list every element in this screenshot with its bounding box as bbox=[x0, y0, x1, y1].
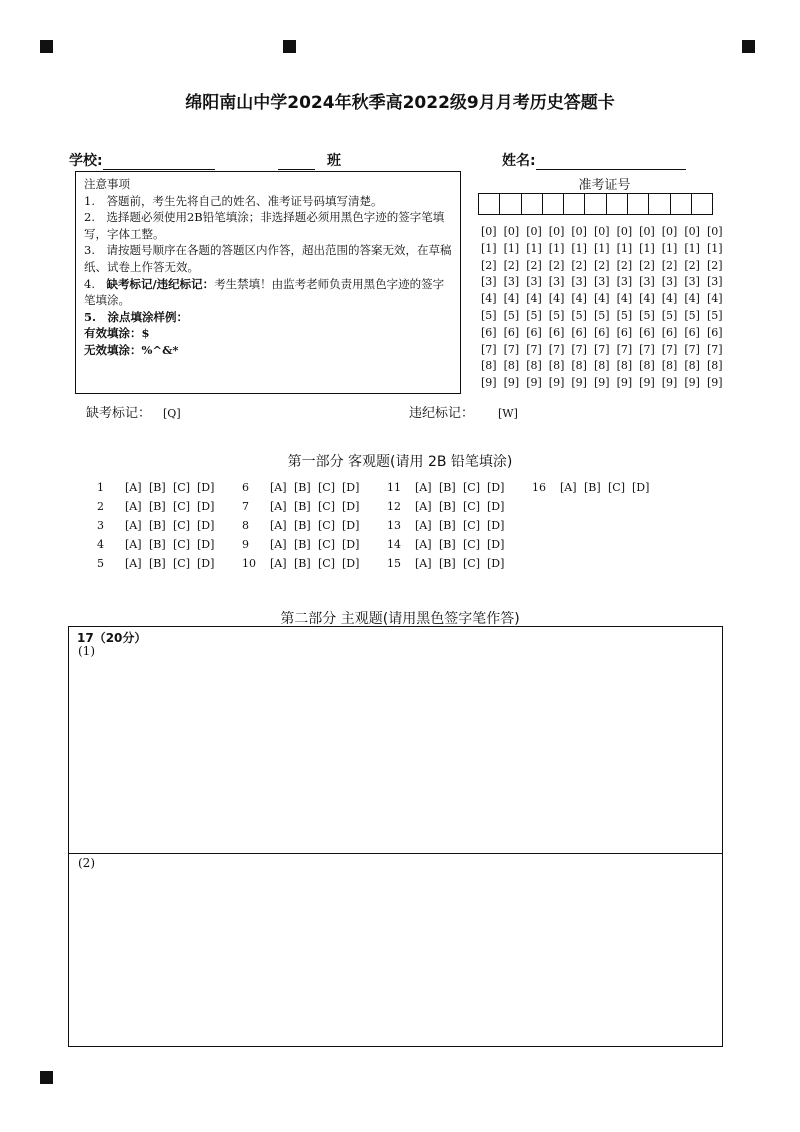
mc-option-bubble[interactable]: [A] bbox=[125, 500, 142, 513]
admission-digit-grid[interactable] bbox=[481, 224, 730, 392]
digit-bubble[interactable]: [0] bbox=[661, 225, 678, 238]
digit-bubble[interactable]: [5] bbox=[481, 308, 497, 322]
digit-bubble[interactable]: [1] bbox=[548, 241, 565, 255]
mc-option-bubble[interactable]: [C] bbox=[463, 481, 480, 494]
digit-bubble[interactable]: [7] bbox=[593, 342, 610, 356]
digit-bubble[interactable]: [2] bbox=[526, 258, 542, 272]
digit-row bbox=[481, 375, 730, 392]
mc-option-bubble[interactable]: [C] bbox=[463, 519, 480, 532]
digit-bubble[interactable]: [2] bbox=[616, 258, 633, 272]
violation-flag-bubble[interactable]: [W] bbox=[498, 407, 518, 420]
mc-option-bubble[interactable]: [B] bbox=[149, 557, 166, 570]
digit-bubble[interactable]: [6] bbox=[503, 325, 520, 339]
instruction-item-3: 3. 请按题号顺序在各题的答题区内作答，超出范围的答案无效，在草稿纸、试卷上作答无效。 bbox=[84, 243, 452, 274]
violation-flag[interactable] bbox=[409, 402, 518, 421]
instructions-heading: 注意事项 bbox=[84, 177, 130, 191]
mc-question bbox=[242, 500, 366, 513]
digit-bubble[interactable]: [8] bbox=[684, 359, 700, 373]
digit-bubble[interactable]: [1] bbox=[571, 241, 587, 255]
mc-option-bubble[interactable]: [A] bbox=[560, 481, 577, 494]
digit-row bbox=[481, 325, 730, 342]
valid-fill-mark: $ bbox=[141, 326, 150, 341]
digit-bubble[interactable]: [7] bbox=[481, 342, 497, 356]
mc-option-bubble[interactable]: [D] bbox=[197, 519, 215, 532]
mc-question-number: 7 bbox=[242, 500, 249, 513]
invalid-fill-sample bbox=[84, 342, 452, 359]
page-title: 绵阳南山中学2024年秋季高2022级9月月考历史答题卡 bbox=[185, 93, 615, 113]
admission-digit-box[interactable] bbox=[584, 193, 606, 215]
mc-question-number: 5 bbox=[97, 557, 104, 570]
mc-option-bubble[interactable]: [A] bbox=[125, 481, 142, 494]
digit-bubble[interactable]: [4] bbox=[706, 292, 723, 306]
digit-row bbox=[481, 224, 730, 241]
digit-bubble[interactable]: [2] bbox=[548, 258, 565, 272]
digit-bubble[interactable]: [8] bbox=[481, 359, 497, 373]
digit-bubble[interactable]: [9] bbox=[481, 376, 497, 390]
digit-row bbox=[481, 241, 730, 258]
digit-bubble[interactable]: [5] bbox=[684, 308, 700, 322]
digit-bubble[interactable]: [9] bbox=[503, 376, 520, 390]
mc-question bbox=[242, 557, 366, 570]
digit-bubble[interactable]: [1] bbox=[593, 241, 610, 255]
violation-flag-label: 违纪标记： bbox=[409, 406, 475, 421]
instruction-item-4-text: 考生禁填！由监考老师负责用黑色字迹的签字笔填涂。 bbox=[84, 276, 445, 308]
mc-option-bubble[interactable]: [C] bbox=[173, 538, 190, 551]
school-label: 学校: bbox=[69, 153, 103, 169]
mc-option-bubble[interactable]: [B] bbox=[439, 519, 456, 532]
digit-bubble[interactable]: [9] bbox=[616, 376, 633, 390]
mc-option-bubble[interactable]: [B] bbox=[294, 519, 311, 532]
digit-row bbox=[481, 258, 730, 275]
digit-bubble[interactable]: [3] bbox=[706, 275, 723, 289]
mc-option-bubble[interactable]: [A] bbox=[125, 519, 142, 532]
mc-question-number: 2 bbox=[97, 500, 104, 513]
digit-bubble[interactable]: [2] bbox=[593, 258, 610, 272]
digit-bubble[interactable]: [4] bbox=[526, 292, 542, 306]
mc-option-bubble[interactable]: [B] bbox=[439, 500, 456, 513]
mc-option-bubble[interactable]: [B] bbox=[149, 481, 166, 494]
mc-option-bubble[interactable]: [C] bbox=[318, 557, 335, 570]
digit-bubble[interactable]: [8] bbox=[639, 359, 655, 373]
mc-option-bubble[interactable]: [C] bbox=[173, 519, 190, 532]
admission-digit-box[interactable] bbox=[606, 193, 628, 215]
mc-option-bubble[interactable]: [C] bbox=[463, 500, 480, 513]
class-field[interactable] bbox=[278, 150, 341, 170]
digit-bubble[interactable]: [8] bbox=[593, 359, 610, 373]
digit-bubble[interactable]: [9] bbox=[661, 376, 678, 390]
digit-bubble[interactable]: [0] bbox=[481, 225, 497, 238]
mc-option-bubble[interactable]: [C] bbox=[318, 538, 335, 551]
name-label: 姓名: bbox=[502, 153, 536, 169]
mc-option-bubble[interactable]: [C] bbox=[608, 481, 625, 494]
mc-question bbox=[242, 481, 366, 494]
mc-question bbox=[387, 481, 511, 494]
digit-bubble[interactable]: [6] bbox=[571, 325, 587, 339]
digit-bubble[interactable]: [9] bbox=[571, 376, 587, 390]
digit-bubble[interactable]: [0] bbox=[706, 225, 723, 238]
admission-digit-box[interactable] bbox=[563, 193, 585, 215]
digit-bubble[interactable]: [0] bbox=[526, 225, 542, 238]
name-field[interactable] bbox=[502, 150, 686, 170]
mc-option-bubble[interactable]: [C] bbox=[318, 519, 335, 532]
digit-bubble[interactable]: [2] bbox=[706, 258, 723, 272]
digit-bubble[interactable]: [7] bbox=[684, 342, 700, 356]
mc-question bbox=[532, 481, 656, 494]
mc-question-number: 8 bbox=[242, 519, 249, 532]
mc-option-bubble[interactable]: [D] bbox=[342, 519, 360, 532]
digit-bubble[interactable]: [5] bbox=[661, 308, 678, 322]
digit-bubble[interactable]: [4] bbox=[481, 292, 497, 306]
digit-bubble[interactable]: [5] bbox=[503, 308, 520, 322]
subquestion-1-label: (1) bbox=[78, 644, 95, 658]
mc-option-bubble[interactable]: [B] bbox=[294, 557, 311, 570]
mc-option-bubble[interactable]: [C] bbox=[463, 538, 480, 551]
instructions-box bbox=[75, 171, 461, 394]
mc-option-bubble[interactable]: [D] bbox=[197, 500, 215, 513]
mc-option-bubble[interactable]: [A] bbox=[270, 481, 287, 494]
digit-bubble[interactable]: [7] bbox=[571, 342, 587, 356]
absent-flag-bubble[interactable]: [Q] bbox=[163, 407, 181, 420]
mc-option-bubble[interactable]: [D] bbox=[197, 481, 215, 494]
digit-bubble[interactable]: [3] bbox=[661, 275, 678, 289]
mc-question-number: 11 bbox=[387, 481, 401, 494]
part1-title: 第一部分 客观题(请用 2B 铅笔填涂) bbox=[287, 454, 513, 470]
digit-row bbox=[481, 342, 730, 359]
mc-option-bubble[interactable]: [A] bbox=[270, 538, 287, 551]
admission-number-title: 准考证号 bbox=[578, 178, 631, 193]
part2-title: 第二部分 主观题(请用黑色签字笔作答) bbox=[280, 611, 520, 627]
digit-bubble[interactable]: [7] bbox=[639, 342, 655, 356]
digit-bubble[interactable]: [6] bbox=[616, 325, 633, 339]
mc-option-bubble[interactable]: [D] bbox=[487, 538, 505, 551]
class-label: 班 bbox=[327, 153, 341, 169]
mc-question-number: 14 bbox=[387, 538, 401, 551]
digit-bubble[interactable]: [9] bbox=[639, 376, 655, 390]
mc-option-bubble[interactable]: [D] bbox=[342, 538, 360, 551]
mc-option-bubble[interactable]: [A] bbox=[270, 557, 287, 570]
mc-option-bubble[interactable]: [B] bbox=[584, 481, 601, 494]
school-field[interactable] bbox=[69, 150, 215, 170]
digit-bubble[interactable]: [3] bbox=[503, 275, 520, 289]
mc-option-bubble[interactable]: [B] bbox=[149, 519, 166, 532]
mc-option-bubble[interactable]: [A] bbox=[415, 538, 432, 551]
mc-option-bubble[interactable]: [B] bbox=[149, 538, 166, 551]
instruction-item-5 bbox=[84, 309, 452, 326]
mc-question-number: 15 bbox=[387, 557, 401, 570]
mc-option-bubble[interactable]: [D] bbox=[197, 538, 215, 551]
digit-bubble[interactable]: [7] bbox=[548, 342, 565, 356]
digit-bubble[interactable]: [4] bbox=[684, 292, 700, 306]
mc-question-number: 10 bbox=[242, 557, 256, 570]
digit-bubble[interactable]: [6] bbox=[706, 325, 723, 339]
digit-bubble[interactable]: [8] bbox=[503, 359, 520, 373]
mc-question-number: 12 bbox=[387, 500, 401, 513]
mc-option-bubble[interactable]: [C] bbox=[318, 481, 335, 494]
digit-bubble[interactable]: [3] bbox=[548, 275, 565, 289]
digit-bubble[interactable]: [4] bbox=[639, 292, 655, 306]
name-blank[interactable] bbox=[536, 155, 686, 170]
mc-option-bubble[interactable]: [D] bbox=[342, 481, 360, 494]
digit-bubble[interactable]: [4] bbox=[661, 292, 678, 306]
invalid-fill-mark: %^&* bbox=[141, 342, 179, 357]
digit-bubble[interactable]: [1] bbox=[526, 241, 542, 255]
digit-bubble[interactable]: [1] bbox=[616, 241, 633, 255]
instruction-item-4-bold: 缺考标记/违纪标记： bbox=[106, 276, 215, 291]
digit-bubble[interactable]: [8] bbox=[571, 359, 587, 373]
digit-row bbox=[481, 308, 730, 325]
digit-bubble[interactable]: [1] bbox=[481, 241, 497, 255]
digit-bubble[interactable]: [6] bbox=[684, 325, 700, 339]
digit-bubble[interactable]: [0] bbox=[571, 225, 587, 238]
digit-bubble[interactable]: [3] bbox=[639, 275, 655, 289]
instruction-item-4-number: 4. bbox=[84, 276, 107, 291]
digit-bubble[interactable]: [9] bbox=[706, 376, 723, 390]
mc-option-bubble[interactable]: [B] bbox=[149, 500, 166, 513]
class-blank[interactable] bbox=[278, 155, 315, 170]
alignment-mark-top-center bbox=[283, 40, 296, 53]
mc-question-number: 16 bbox=[532, 481, 546, 494]
admission-digit-box[interactable] bbox=[521, 193, 543, 215]
digit-bubble[interactable]: [2] bbox=[571, 258, 587, 272]
mc-option-bubble[interactable]: [A] bbox=[270, 500, 287, 513]
mc-question bbox=[242, 519, 366, 532]
digit-bubble[interactable]: [8] bbox=[548, 359, 565, 373]
admission-digit-box[interactable] bbox=[627, 193, 649, 215]
mc-option-bubble[interactable]: [A] bbox=[415, 481, 432, 494]
mc-option-bubble[interactable]: [C] bbox=[173, 481, 190, 494]
digit-bubble[interactable]: [3] bbox=[571, 275, 587, 289]
digit-bubble[interactable]: [8] bbox=[616, 359, 633, 373]
school-blank[interactable] bbox=[103, 155, 215, 170]
digit-bubble[interactable]: [6] bbox=[639, 325, 655, 339]
digit-bubble[interactable]: [7] bbox=[526, 342, 542, 356]
absent-flag[interactable] bbox=[86, 402, 181, 421]
digit-row bbox=[481, 291, 730, 308]
mc-option-bubble[interactable]: [D] bbox=[487, 557, 505, 570]
instruction-item-2: 2. 选择题必须使用2B铅笔填涂；非选择题必须用黑色字迹的签字笔填写，字体工整。 bbox=[84, 210, 445, 241]
mc-option-bubble[interactable]: [A] bbox=[415, 500, 432, 513]
mc-option-bubble[interactable]: [D] bbox=[342, 557, 360, 570]
instruction-item-5-text: 涂点填涂样例： bbox=[107, 309, 189, 324]
digit-bubble[interactable]: [1] bbox=[684, 241, 700, 255]
mc-option-bubble[interactable]: [D] bbox=[487, 519, 505, 532]
digit-bubble[interactable]: [5] bbox=[526, 308, 542, 322]
admission-digit-box[interactable] bbox=[542, 193, 564, 215]
mc-option-bubble[interactable]: [C] bbox=[173, 500, 190, 513]
alignment-mark-bottom-left bbox=[40, 1071, 53, 1084]
digit-row bbox=[481, 358, 730, 375]
digit-bubble[interactable]: [3] bbox=[616, 275, 633, 289]
digit-bubble[interactable]: [1] bbox=[706, 241, 723, 255]
digit-bubble[interactable]: [9] bbox=[526, 376, 542, 390]
absent-flag-label: 缺考标记： bbox=[86, 406, 152, 421]
digit-bubble[interactable]: [0] bbox=[684, 225, 700, 238]
mc-option-bubble[interactable]: [B] bbox=[294, 481, 311, 494]
valid-fill-label: 有效填涂： bbox=[84, 326, 142, 341]
subquestion-divider bbox=[69, 853, 722, 854]
digit-bubble[interactable]: [1] bbox=[639, 241, 655, 255]
digit-bubble[interactable]: [0] bbox=[593, 225, 610, 238]
digit-bubble[interactable]: [5] bbox=[639, 308, 655, 322]
digit-bubble[interactable]: [7] bbox=[706, 342, 723, 356]
digit-bubble[interactable]: [4] bbox=[571, 292, 587, 306]
digit-bubble[interactable]: [6] bbox=[661, 325, 678, 339]
alignment-mark-top-right bbox=[742, 40, 755, 53]
digit-bubble[interactable]: [9] bbox=[548, 376, 565, 390]
valid-fill-sample bbox=[84, 325, 452, 342]
digit-bubble[interactable]: [2] bbox=[684, 258, 700, 272]
mc-option-bubble[interactable]: [B] bbox=[439, 557, 456, 570]
instruction-item-1: 1. 答题前，考生先将自己的姓名、准考证号码填写清楚。 bbox=[84, 193, 383, 208]
digit-bubble[interactable]: [0] bbox=[548, 225, 565, 238]
digit-bubble[interactable]: [1] bbox=[661, 241, 678, 255]
digit-bubble[interactable]: [7] bbox=[503, 342, 520, 356]
mc-question-number: 13 bbox=[387, 519, 401, 532]
mc-question-number: 1 bbox=[97, 481, 104, 494]
mc-option-bubble[interactable]: [D] bbox=[632, 481, 650, 494]
mc-question-number: 6 bbox=[242, 481, 249, 494]
digit-bubble[interactable]: [5] bbox=[571, 308, 587, 322]
mc-option-bubble[interactable]: [A] bbox=[415, 519, 432, 532]
digit-bubble[interactable]: [2] bbox=[503, 258, 520, 272]
admission-digit-box[interactable] bbox=[499, 193, 521, 215]
digit-bubble[interactable]: [1] bbox=[503, 241, 520, 255]
mc-option-bubble[interactable]: [D] bbox=[342, 500, 360, 513]
digit-bubble[interactable]: [0] bbox=[639, 225, 655, 238]
mc-question bbox=[97, 557, 221, 570]
mc-question-number: 4 bbox=[97, 538, 104, 551]
digit-bubble[interactable]: [3] bbox=[526, 275, 542, 289]
mc-question-number: 9 bbox=[242, 538, 249, 551]
mc-option-bubble[interactable]: [D] bbox=[487, 500, 505, 513]
mc-question bbox=[97, 519, 221, 532]
digit-bubble[interactable]: [3] bbox=[684, 275, 700, 289]
mc-option-bubble[interactable]: [C] bbox=[173, 557, 190, 570]
mc-question bbox=[97, 538, 221, 551]
mc-option-bubble[interactable]: [B] bbox=[294, 538, 311, 551]
question-17-answer-area[interactable] bbox=[68, 626, 723, 1047]
mc-question bbox=[387, 500, 511, 513]
digit-bubble[interactable]: [5] bbox=[706, 308, 723, 322]
admission-digit-box[interactable] bbox=[670, 193, 692, 215]
digit-bubble[interactable]: [7] bbox=[616, 342, 633, 356]
digit-bubble[interactable]: [6] bbox=[593, 325, 610, 339]
digit-bubble[interactable]: [6] bbox=[526, 325, 542, 339]
mc-option-bubble[interactable]: [A] bbox=[125, 538, 142, 551]
digit-bubble[interactable]: [5] bbox=[548, 308, 565, 322]
digit-bubble[interactable]: [4] bbox=[616, 292, 633, 306]
mc-question bbox=[97, 481, 221, 494]
digit-bubble[interactable]: [2] bbox=[639, 258, 655, 272]
mc-option-bubble[interactable]: [A] bbox=[125, 557, 142, 570]
digit-bubble[interactable]: [6] bbox=[548, 325, 565, 339]
question-17-label: 17（20分） bbox=[77, 631, 147, 645]
mc-option-bubble[interactable]: [C] bbox=[318, 500, 335, 513]
digit-bubble[interactable]: [8] bbox=[661, 359, 678, 373]
digit-bubble[interactable]: [0] bbox=[616, 225, 633, 238]
admission-digit-box[interactable] bbox=[648, 193, 670, 215]
digit-bubble[interactable]: [2] bbox=[661, 258, 678, 272]
digit-bubble[interactable]: [4] bbox=[593, 292, 610, 306]
alignment-mark-top-left bbox=[40, 40, 53, 53]
digit-bubble[interactable]: [4] bbox=[548, 292, 565, 306]
mc-option-bubble[interactable]: [A] bbox=[270, 519, 287, 532]
digit-bubble[interactable]: [9] bbox=[593, 376, 610, 390]
mc-question bbox=[387, 519, 511, 532]
mc-option-bubble[interactable]: [D] bbox=[487, 481, 505, 494]
digit-bubble[interactable]: [6] bbox=[481, 325, 497, 339]
mc-option-bubble[interactable]: [C] bbox=[463, 557, 480, 570]
digit-bubble[interactable]: [0] bbox=[503, 225, 520, 238]
subquestion-2-label: (2) bbox=[78, 856, 95, 870]
digit-bubble[interactable]: [4] bbox=[503, 292, 520, 306]
instruction-item-5-number: 5. bbox=[84, 309, 108, 324]
digit-bubble[interactable]: [3] bbox=[593, 275, 610, 289]
digit-bubble[interactable]: [5] bbox=[593, 308, 610, 322]
mc-question bbox=[387, 538, 511, 551]
mc-question bbox=[242, 538, 366, 551]
digit-row bbox=[481, 274, 730, 291]
mc-question bbox=[387, 557, 511, 570]
mc-question bbox=[97, 500, 221, 513]
digit-bubble[interactable]: [7] bbox=[661, 342, 678, 356]
mc-option-bubble[interactable]: [A] bbox=[415, 557, 432, 570]
mc-option-bubble[interactable]: [B] bbox=[294, 500, 311, 513]
digit-bubble[interactable]: [8] bbox=[706, 359, 723, 373]
digit-bubble[interactable]: [5] bbox=[616, 308, 633, 322]
digit-bubble[interactable]: [9] bbox=[684, 376, 700, 390]
mc-option-bubble[interactable]: [B] bbox=[439, 538, 456, 551]
admission-digit-box[interactable] bbox=[691, 193, 713, 215]
digit-bubble[interactable]: [8] bbox=[526, 359, 542, 373]
digit-bubble[interactable]: [3] bbox=[481, 275, 497, 289]
instruction-item-4 bbox=[84, 276, 452, 309]
admission-digit-box[interactable] bbox=[478, 193, 500, 215]
invalid-fill-label: 无效填涂： bbox=[84, 342, 142, 357]
mc-question-number: 3 bbox=[97, 519, 104, 532]
mc-option-bubble[interactable]: [D] bbox=[197, 557, 215, 570]
digit-bubble[interactable]: [2] bbox=[481, 258, 497, 272]
mc-option-bubble[interactable]: [B] bbox=[439, 481, 456, 494]
admission-number-boxes[interactable] bbox=[478, 193, 712, 215]
